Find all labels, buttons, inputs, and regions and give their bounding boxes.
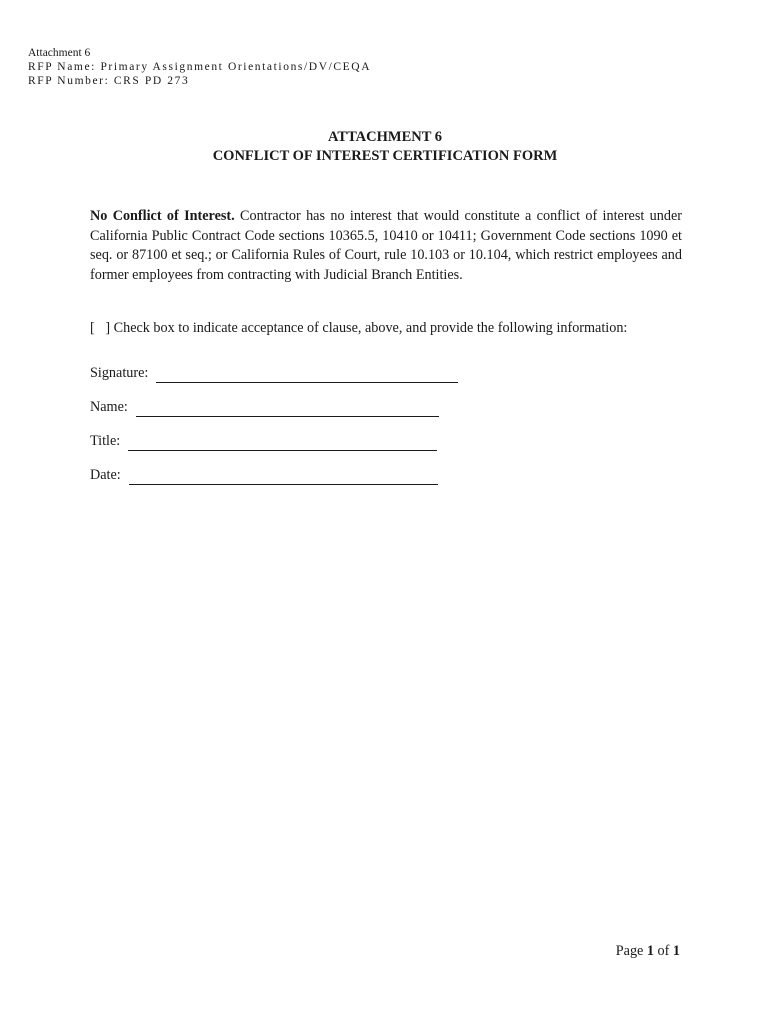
name-field-row xyxy=(90,398,439,417)
title-form-name: CONFLICT OF INTEREST CERTIFICATION FORM xyxy=(212,148,558,164)
document-header xyxy=(28,46,371,88)
conflict-clause xyxy=(90,207,682,285)
rfp-number: RFP Number: CRS PD 273 xyxy=(28,75,190,87)
signature-field-row xyxy=(90,364,458,383)
title-field-row xyxy=(90,432,437,451)
rfp-name: RFP Name: Primary Assignment Orientations/DV/CEQA xyxy=(28,61,372,73)
acceptance-checkbox[interactable]: [ ] xyxy=(90,320,111,336)
clause-lead: No Conflict of Interest. xyxy=(90,208,235,224)
title-attachment: ATTACHMENT 6 xyxy=(328,129,442,145)
page-total: 1 xyxy=(672,943,680,959)
signature-line[interactable] xyxy=(156,368,458,383)
attachment-label: Attachment 6 xyxy=(28,47,91,59)
page-word: Page xyxy=(615,943,647,959)
form-title xyxy=(0,128,770,166)
page-of: of xyxy=(653,943,673,959)
date-label: Date: xyxy=(90,467,121,483)
date-field-row xyxy=(90,466,438,485)
name-line[interactable] xyxy=(136,402,439,417)
page-current: 1 xyxy=(646,943,654,959)
clause-body: Contractor has no interest that would constitute a conflict of interest under California Public Contract Code sections 10365.5, 10410 or 10411; Government Code sections 1090 et seq. or 87100 et seq.; or California Rules of Court, rule 10.103 or 10.104, which restrict employees and former employees from contracting with Judicial Branch Entities. xyxy=(90,208,682,283)
date-line[interactable] xyxy=(129,470,438,485)
signature-label: Signature: xyxy=(90,365,149,381)
acceptance-checkbox-line xyxy=(90,319,627,338)
acceptance-text: Check box to indicate acceptance of clause, above, and provide the following information: xyxy=(110,320,628,336)
title-label: Title: xyxy=(90,433,121,449)
name-label: Name: xyxy=(90,399,128,415)
title-line[interactable] xyxy=(128,436,437,451)
page-number xyxy=(616,942,680,961)
